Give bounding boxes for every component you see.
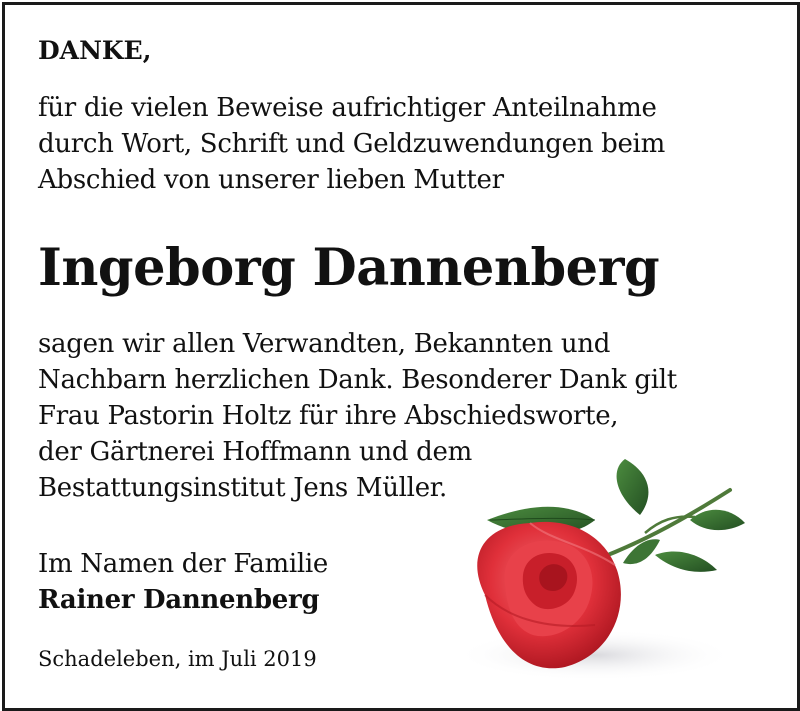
intro-line: Abschied von unserer lieben Mutter — [38, 165, 504, 195]
thanks-line: der Gärtnerei Hoffmann und dem — [38, 437, 472, 467]
intro-text — [38, 90, 665, 198]
heading: DANKE, — [38, 36, 152, 65]
thanks-line: sagen wir allen Verwandten, Bekannten und — [38, 329, 611, 359]
family-signature: Rainer Dannenberg — [38, 585, 320, 615]
place-date: Schadeleben, im Juli 2019 — [38, 647, 317, 671]
deceased-name: Ingeborg Dannenberg — [38, 238, 660, 298]
intro-line: für die vielen Beweise aufrichtiger Anteilnahme — [38, 93, 657, 123]
thanks-line: Bestattungsinstitut Jens Müller. — [38, 473, 448, 503]
notice-frame — [2, 2, 800, 711]
thanks-line: Nachbarn herzlichen Dank. Besonderer Dank gilt — [38, 365, 677, 395]
intro-line: durch Wort, Schrift und Geldzuwendungen beim — [38, 129, 665, 159]
thanks-line: Frau Pastorin Holtz für ihre Abschiedsworte, — [38, 401, 619, 431]
family-label: Im Namen der Familie — [38, 549, 328, 579]
red-rose-icon — [445, 445, 765, 685]
